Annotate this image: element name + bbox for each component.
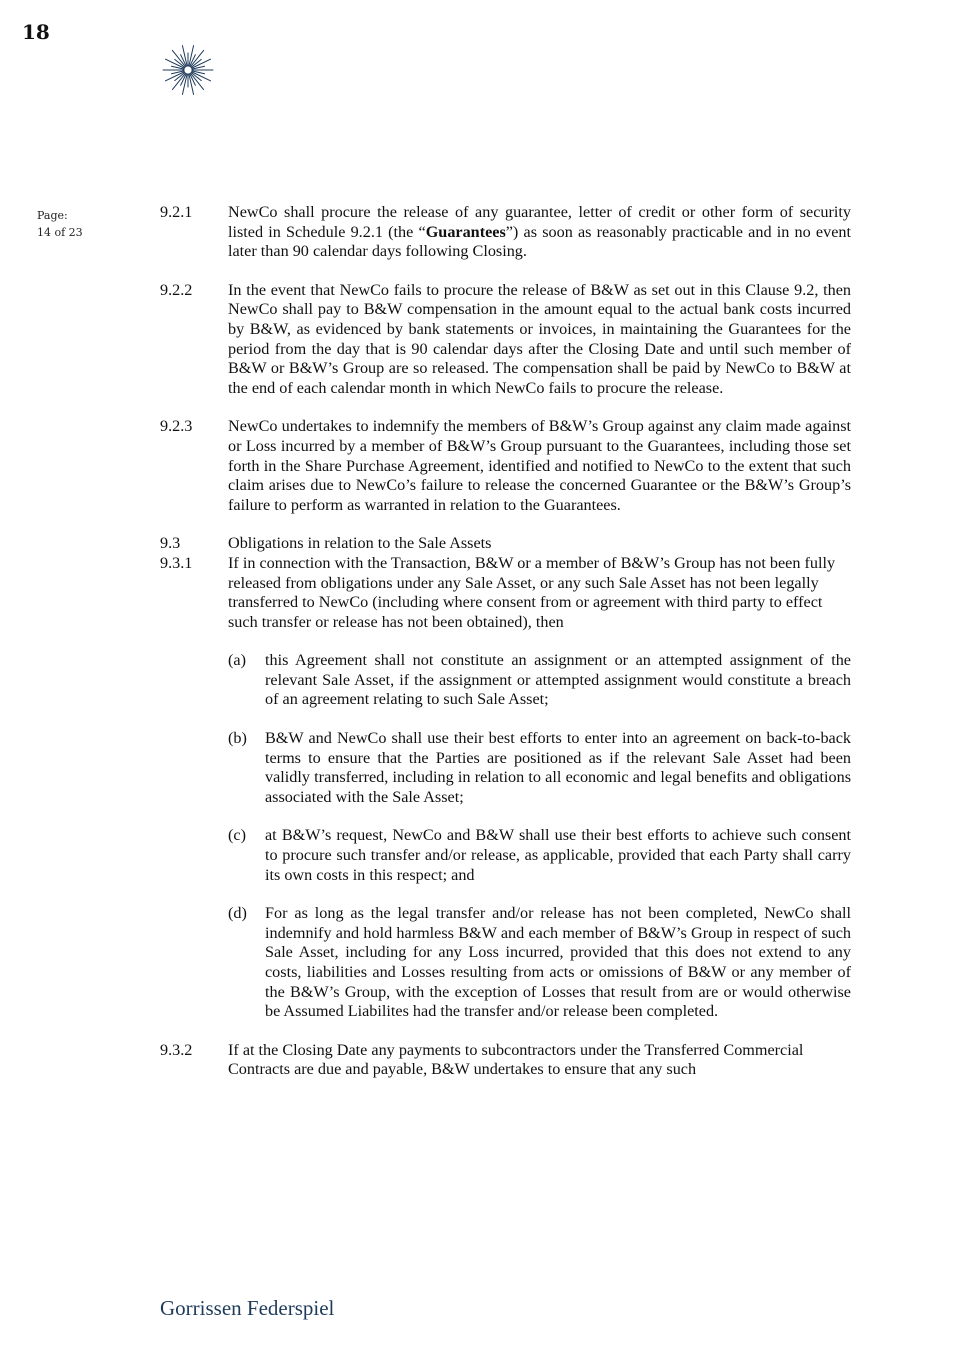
document-body <box>160 203 851 1099</box>
sunburst-ray <box>172 50 185 66</box>
clause-text: In the event that NewCo fails to procure the release of B&W as set out in this Clause 9.2, then NewCo shall pay to B&W compensation in the amount equal to the actual bank costs incurred by B&W, as evidenced by bank statements or invoices, in maintaining the Guarantees for the period from the day that is 90 calendar days after the Closing Date and until such member of B&W or B&W’s Group are so released. The compensation shall be paid by NewCo to B&W at the end of each calendar month in which NewCo fails to procure the release. <box>228 280 851 397</box>
clause-number: 9.2.2 <box>160 280 193 299</box>
clause-9-2-1 <box>160 203 851 262</box>
sub-item-label: (b) <box>228 729 247 748</box>
sub-item-text: at B&W’s request, NewCo and B&W shall use their best efforts to achieve such consent to procure such transfer and/or release, as applicable, provided that each Party shall carry its own costs in this respect; and <box>265 826 851 884</box>
page-number: 18 <box>22 20 50 44</box>
sub-item-label: (d) <box>228 904 247 923</box>
sub-item-text: this Agreement shall not constitute an assignment or an attempted assignment of the relevant Sale Asset, if the assignment or attempted assignment would constitute a breach of an agreement relating to such Sale Asset; <box>265 651 851 709</box>
sub-item-label: (a) <box>228 651 246 670</box>
clause-number: 9.2.3 <box>160 417 193 436</box>
page-label: Page: <box>37 209 68 222</box>
sunburst-ray <box>190 73 203 89</box>
sunburst-icon <box>160 44 216 96</box>
sub-item-d <box>228 904 851 1022</box>
clause-number: 9.2.1 <box>160 203 193 221</box>
clause-9-3-heading <box>160 534 851 554</box>
page-of-total: 14 of 23 <box>37 226 83 239</box>
sunburst-ray <box>172 73 185 89</box>
clause-text: NewCo shall procure the release of any guarantee, letter of credit or other form of security listed in Schedule 9.2.1 (the “Guarantees”) as soon as reasonably practicable and in no event later than 90 calendar days following Closing. <box>228 203 851 261</box>
sunburst-ray <box>190 50 203 66</box>
clause-number: 9.3.2 <box>160 1040 193 1059</box>
defined-term: Guarantees <box>425 222 506 241</box>
sub-item-a <box>228 651 851 710</box>
clause-text: NewCo undertakes to indemnify the members of B&W’s Group against any claim made against or Loss incurred by a member of B&W’s Group pursuant to the Guarantees, including those set forth in the Share Purchase Agreement, identified and notified to NewCo to the extent that such claim arises due to NewCo’s failure to release the concerned Guarantee or the B&W’s Group’s failure to perform as warranted in relation to the Guarantees. <box>228 417 851 514</box>
clause-9-3-2 <box>160 1041 851 1080</box>
page-count-note <box>37 207 83 241</box>
clause-9-2-3 <box>160 417 851 515</box>
clause-number: 9.3.1 <box>160 553 193 572</box>
clause-9-3-1 <box>160 554 851 632</box>
sub-item-text: For as long as the legal transfer and/or release has not been completed, NewCo shall indemnify and hold harmless B&W and each member of B&W’s Group in respect of such Sale Asset, including for any Loss incurred, provided that this does not extend to any costs, liabilities and Losses resulting from acts or omissions of B&W or any member of the B&W’s Group, with the exception of Losses that result from are or would otherwise be Assumed Liabilites had the transfer and/or release been completed. <box>265 904 851 1021</box>
firm-name: Gorrissen Federspiel <box>160 1296 335 1320</box>
clause-heading: Obligations in relation to the Sale Assets <box>228 534 492 553</box>
sub-item-text: B&W and NewCo shall use their best efforts to enter into an agreement on back-to-back terms to ensure that the Parties are positioned as if the relevant Sale Asset had been validly transferred, including in relation to all economic and legal benefits and obligations associated with the Sale Asset; <box>265 729 851 806</box>
sub-item-label: (c) <box>228 826 246 845</box>
clause-9-2-2 <box>160 281 851 399</box>
sub-item-c <box>228 826 851 885</box>
clause-number: 9.3 <box>160 534 181 553</box>
clause-text: If at the Closing Date any payments to subcontractors under the Transferred Commercial Contracts are due and payable, B&W undertakes to ensure that any such <box>228 1040 804 1079</box>
sub-item-b <box>228 729 851 807</box>
clause-text: If in connection with the Transaction, B&W or a member of B&W’s Group has not been fully released from obligations under any Sale Asset, or any such Sale Asset has not been legally transferred to NewCo (including where consent from or agreement with third party to effect such transfer or release has not been obtained), then <box>228 553 836 631</box>
